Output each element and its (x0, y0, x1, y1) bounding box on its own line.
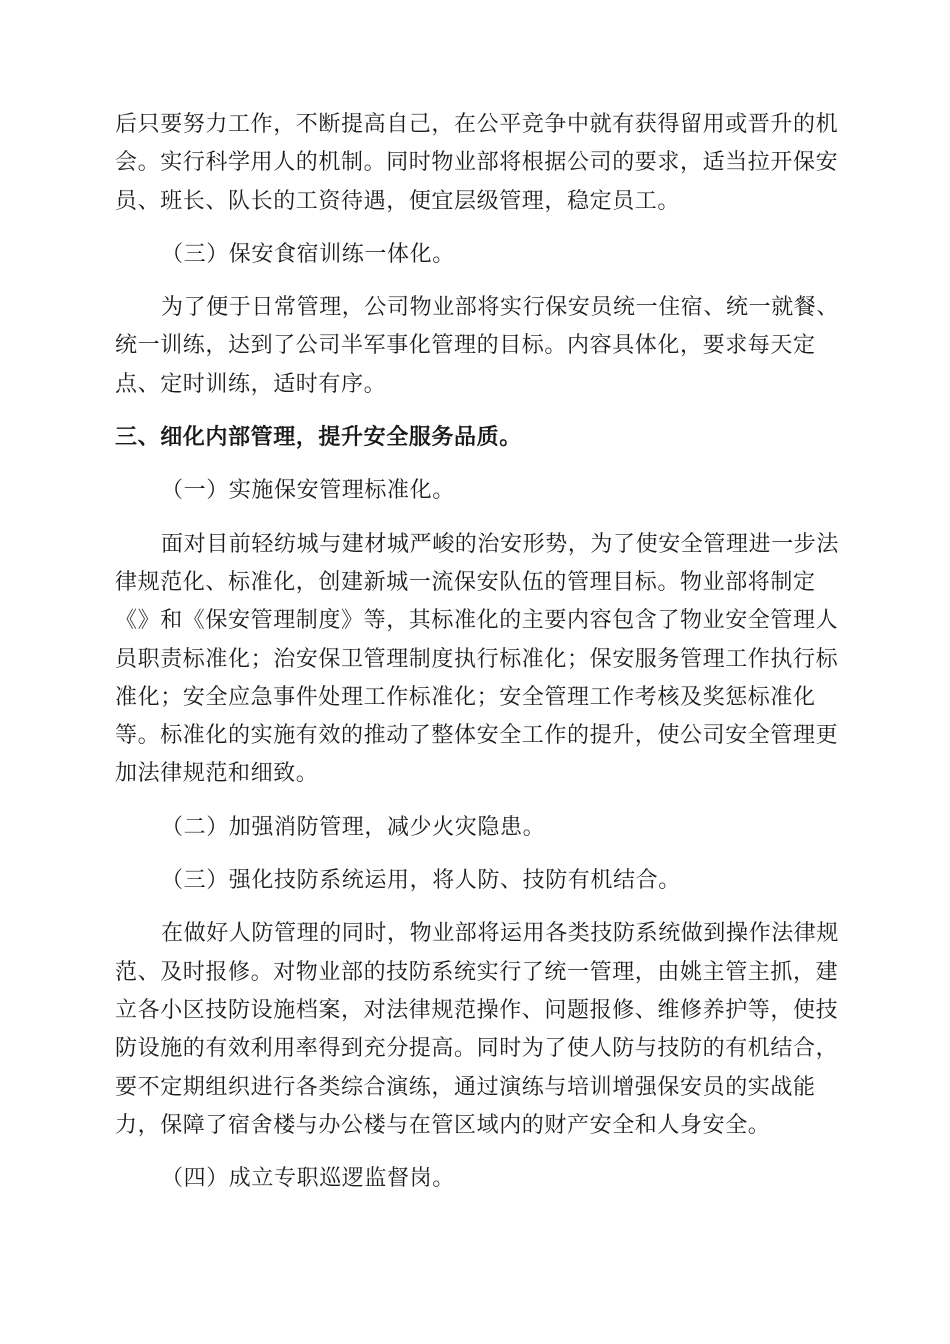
text-line: 律规范化、标准化，创建新城一流保安队伍的管理目标。物业部将制定 (115, 569, 816, 595)
subheading-text: （三）保安食宿训练一体化。 (161, 241, 455, 267)
subheading (115, 472, 835, 510)
subheading (115, 236, 835, 274)
text-line: 在做好人防管理的同时，物业部将运用各类技防系统做到操作法律规 (161, 921, 840, 947)
body-paragraph (115, 106, 839, 221)
text-line: 准化；安全应急事件处理工作标准化；安全管理工作考核及奖惩标准化 (115, 684, 816, 710)
text-line: 要不定期组织进行各类综合演练，通过演练与培训增强保安员的实战能 (115, 1074, 816, 1100)
text-line: 员、班长、队长的工资待遇，便宜层级管理，稳定员工。 (115, 188, 681, 214)
text-line: 立各小区技防设施档案，对法律规范操作、问题报修、维修养护等，使技 (115, 997, 839, 1023)
text-line: 加法律规范和细致。 (115, 761, 319, 787)
subheading-text: （二）加强消防管理，减少火灾隐患。 (161, 814, 546, 840)
body-paragraph (115, 526, 840, 794)
text-line: 统一训练，达到了公司半军事化管理的目标。内容具体化，要求每天定 (115, 333, 816, 359)
text-line: 点、定时训练，适时有序。 (115, 371, 387, 397)
body-paragraph (115, 289, 840, 404)
subheading-text: （四）成立专职巡逻监督岗。 (161, 1166, 455, 1192)
section-heading-text: 三、细化内部管理，提升安全服务品质。 (115, 425, 522, 451)
subheading (115, 1160, 835, 1198)
text-line: 力，保障了宿舍楼与办公楼与在管区域内的财产安全和人身安全。 (115, 1112, 771, 1138)
text-line: 为了便于日常管理，公司物业部将实行保安员统一住宿、统一就餐、 (161, 295, 840, 321)
text-line: 防设施的有效利用率得到充分提高。同时为了使人防与技防的有机结合， (115, 1036, 839, 1062)
text-line: 《》和《保安管理制度》等，其标准化的主要内容包含了物业安全管理人 (115, 608, 839, 634)
subheading-text: （一）实施保安管理标准化。 (161, 478, 455, 504)
text-line: 等。标准化的实施有效的推动了整体安全工作的提升，使公司安全管理更 (115, 723, 839, 749)
text-line: 员职责标准化；治安保卫管理制度执行标准化；保安服务管理工作执行标 (115, 646, 839, 672)
text-line: 后只要努力工作，不断提高自己，在公平竞争中就有获得留用或晋升的机 (115, 112, 839, 137)
body-paragraph (115, 915, 840, 1145)
text-line: 范、及时报修。对物业部的技防系统实行了统一管理，由姚主管主抓，建 (115, 959, 839, 985)
subheading-text: （三）强化技防系统运用，将人防、技防有机结合。 (161, 868, 681, 894)
section-heading (115, 419, 835, 457)
subheading (115, 862, 835, 900)
subheading (115, 809, 835, 847)
text-line: 会。实行科学用人的机制。同时物业部将根据公司的要求，适当拉开保安 (115, 150, 839, 176)
text-line: 面对目前轻纺城与建材城严峻的治安形势，为了使安全管理进一步法 (161, 531, 840, 557)
document-body (115, 106, 840, 1198)
